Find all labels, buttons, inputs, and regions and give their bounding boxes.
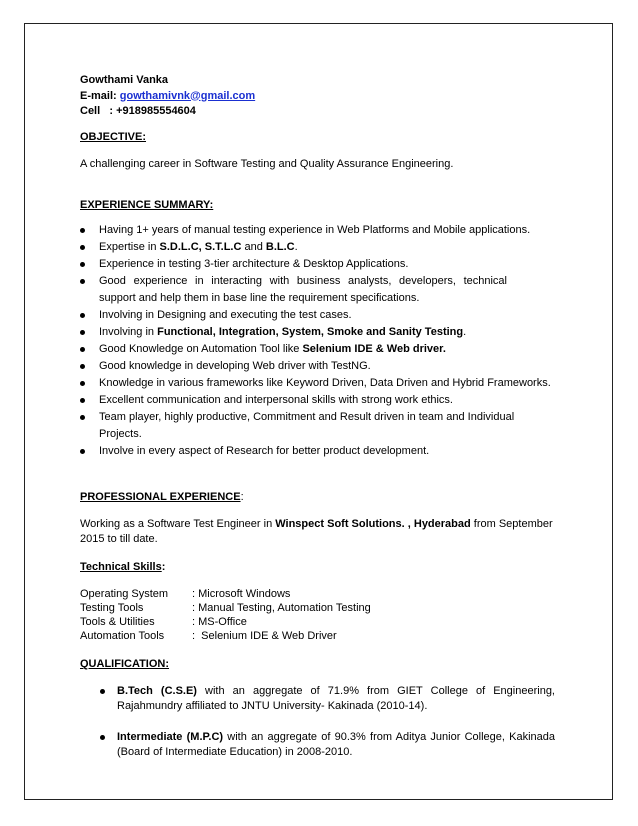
technical-skills-heading: Technical Skills: (80, 560, 166, 573)
skill-value: : MS-Office (192, 616, 247, 628)
bullet-icon (80, 262, 85, 267)
list-item: Involving in Designing and executing the test cases. (80, 307, 555, 324)
skill-value: : Microsoft Windows (192, 588, 291, 600)
skill-label: Automation Tools (80, 630, 165, 642)
bullet-icon (80, 313, 85, 318)
email-line (80, 89, 555, 105)
list-item: Intermediate (M.P.C) with an aggregate of 90.3% from Aditya Junior College, Kakinada (Board of Intermediate Education) in 2008-2010. (117, 730, 555, 761)
list-item: Having 1+ years of manual testing experience in Web Platforms and Mobile applications. (80, 222, 555, 239)
bullet-icon (80, 279, 85, 284)
bullet-icon (100, 689, 105, 694)
bullet-icon (80, 245, 85, 250)
skill-label: Operating System (80, 588, 169, 600)
list-item: Good experience in interacting with business analysts, developers, technical support and help them in base line the requirement specifications. (80, 273, 555, 307)
list-item: Team player, highly productive, Commitment and Result driven in team and Individual Projects. (80, 409, 555, 443)
list-item: B.Tech (C.S.E) with an aggregate of 71.9% from GIET College of Engineering, Rajahmundry affiliated to JNTU University- Kakinada (2010-14). (117, 684, 555, 715)
list-item: Experience in testing 3-tier architecture & Desktop Applications. (80, 256, 555, 273)
bullet-icon (80, 415, 85, 420)
bullet-icon (80, 228, 85, 233)
cell-number: +918985554604 (116, 105, 196, 117)
professional-experience-text: Working as a Software Test Engineer in Winspect Soft Solutions. , Hyderabad from September 2015 to till date. (80, 517, 553, 545)
list-item: Knowledge in various frameworks like Keyword Driven, Data Driven and Hybrid Frameworks. (80, 375, 555, 392)
professional-experience-heading: PROFESSIONAL EXPERIENCE: (80, 491, 244, 503)
bullet-icon (80, 347, 85, 352)
bullet-icon (80, 364, 85, 369)
qualification-list (80, 684, 555, 761)
skill-value: : Manual Testing, Automation Testing (192, 602, 371, 614)
technical-skills-table (80, 587, 555, 643)
cell-label: Cell : (80, 105, 114, 117)
objective-heading: OBJECTIVE: (80, 130, 147, 143)
email-label: E-mail: (80, 89, 117, 102)
bullet-icon (100, 735, 105, 740)
skill-label: Tools & Utilities (80, 616, 155, 628)
list-item: Involve in every aspect of Research for better product development. (80, 443, 555, 460)
bullet-icon (80, 330, 85, 335)
resume-content (80, 73, 555, 761)
list-item: Excellent communication and interpersonal skills with strong work ethics. (80, 392, 555, 409)
bullet-icon (80, 381, 85, 386)
bullet-icon (80, 449, 85, 454)
list-item: Good Knowledge on Automation Tool like Selenium IDE & Web driver. (80, 341, 555, 358)
objective-text: A challenging career in Software Testing and Quality Assurance Engineering. (80, 158, 454, 170)
bullet-icon (80, 398, 85, 403)
candidate-name: Gowthami Vanka (80, 74, 169, 86)
skill-value: : Selenium IDE & Web Driver (192, 630, 337, 642)
experience-summary-list (80, 222, 555, 460)
list-item: Good knowledge in developing Web driver with TestNG. (80, 358, 555, 375)
cell-line (80, 104, 555, 120)
qualification-heading: QUALIFICATION: (80, 658, 170, 670)
list-item: Involving in Functional, Integration, System, Smoke and Sanity Testing. (80, 324, 555, 341)
skill-label: Testing Tools (80, 602, 144, 614)
experience-summary-heading: EXPERIENCE SUMMARY: (80, 198, 214, 211)
list-item: Expertise in S.D.L.C, S.T.L.C and B.L.C. (80, 239, 555, 256)
email-link[interactable]: gowthamivnk@gmail.com (119, 89, 256, 102)
